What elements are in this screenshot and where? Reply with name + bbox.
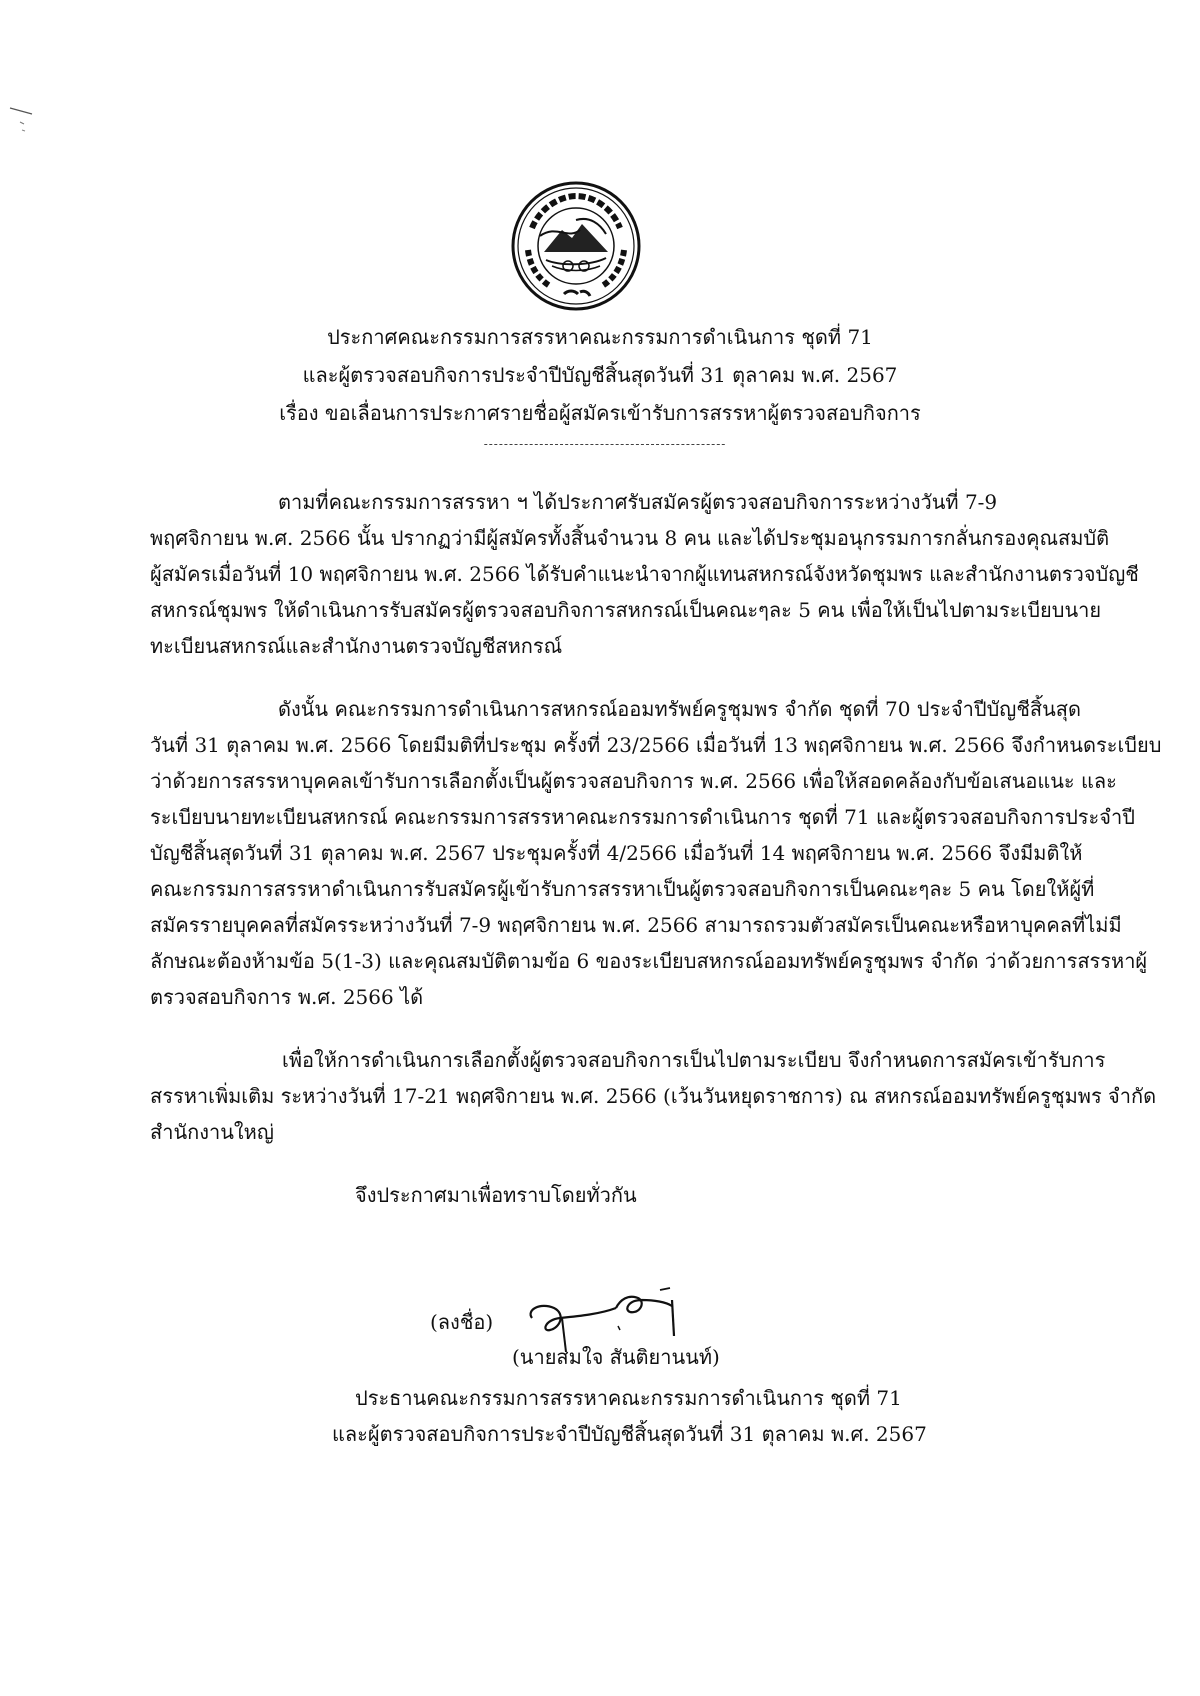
paragraph-1-line-4: สหกรณ์ชุมพร ให้ดำเนินการรับสมัครผู้ตรวจสอบกิจการสหกรณ์เป็นคณะๆละ 5 คน เพื่อให้เป็นไปตามระเบียบนาย	[150, 598, 1102, 622]
paragraph-2-line-2: วันที่ 31 ตุลาคม พ.ศ. 2566 โดยมีมติที่ประชุม ครั้งที่ 23/2566 เมื่อวันที่ 13 พฤศจิกายน พ.ศ. 2566 จึงกำหนดระเบียบ	[150, 733, 1162, 757]
cooperative-seal-icon	[510, 180, 642, 312]
paragraph-1-line-3: ผู้สมัครเมื่อวันที่ 10 พฤศจิกายน พ.ศ. 2566 ได้รับคำแนะนำจากผู้แทนสหกรณ์จังหวัดชุมพร และสำนักงานตรวจบัญชี	[150, 562, 1139, 586]
closing-statement: จึงประกาศมาเพื่อทราบโดยทั่วกัน	[355, 1183, 637, 1207]
paragraph-1-line-5: ทะเบียนสหกรณ์และสำนักงานตรวจบัญชีสหกรณ์	[150, 634, 563, 658]
signatory-title-2: และผู้ตรวจสอบกิจการประจำปีบัญชีสิ้นสุดวันที่ 31 ตุลาคม พ.ศ. 2567	[332, 1422, 927, 1446]
paragraph-2-line-3: ว่าด้วยการสรรหาบุคคลเข้ารับการเลือกตั้งเป็นผู้ตรวจสอบกิจการ พ.ศ. 2566 เพื่อให้สอดคล้องกับข้อเสนอแนะ และ	[150, 769, 1117, 793]
sign-label: (ลงชื่อ)	[430, 1310, 494, 1334]
paragraph-1-line-1: ตามที่คณะกรรมการสรรหา ฯ ได้ประกาศรับสมัครผู้ตรวจสอบกิจการระหว่างวันที่ 7-9	[278, 490, 998, 514]
heading-line-2: และผู้ตรวจสอบกิจการประจำปีบัญชีสิ้นสุดวันที่ 31 ตุลาคม พ.ศ. 2567	[302, 363, 898, 387]
paragraph-2-line-9: ตรวจสอบกิจการ พ.ศ. 2566 ได้	[150, 985, 424, 1009]
heading-line-1: ประกาศคณะกรรมการสรรหาคณะกรรมการดำเนินการ ชุดที่ 71	[327, 325, 873, 349]
paragraph-2-line-1: ดังนั้น คณะกรรมการดำเนินการสหกรณ์ออมทรัพย์ครูชุมพร จำกัด ชุดที่ 70 ประจำปีบัญชีสิ้นสุด	[278, 697, 1081, 721]
signatory-title-1: ประธานคณะกรรมการสรรหาคณะกรรมการดำเนินการ ชุดที่ 71	[355, 1386, 902, 1410]
paragraph-2-line-8: ลักษณะต้องห้ามข้อ 5(1-3) และคุณสมบัติตามข้อ 6 ของระเบียบสหกรณ์ออมทรัพย์ครูชุมพร จำกัด ว่าด้วยการสรรหาผู้	[150, 949, 1148, 973]
paragraph-3-line-1: เพื่อให้การดำเนินการเลือกตั้งผู้ตรวจสอบกิจการเป็นไปตามระเบียบ จึงกำหนดการสมัครเข้ารับการ	[282, 1048, 1106, 1072]
stray-pen-mark	[6, 100, 36, 140]
paragraph-1-line-2: พฤศจิกายน พ.ศ. 2566 นั้น ปรากฏว่ามีผู้สมัครทั้งสิ้นจำนวน 8 คน และได้ประชุมอนุกรรมการกลั่นกรองคุณสมบัติ	[150, 526, 1110, 550]
paragraph-2-line-6: คณะกรรมการสรรหาดำเนินการรับสมัครผู้เข้ารับการสรรหาเป็นผู้ตรวจสอบกิจการเป็นคณะๆละ 5 คน โดยให้ผู้ที่	[150, 877, 1095, 901]
heading-subject: เรื่อง ขอเลื่อนการประกาศรายชื่อผู้สมัครเข้ารับการสรรหาผู้ตรวจสอบกิจการ	[279, 401, 921, 425]
paragraph-2-line-7: สมัครรายบุคคลที่สมัครระหว่างวันที่ 7-9 พฤศจิกายน พ.ศ. 2566 สามารถรวมตัวสมัครเป็นคณะหรือหาบุคคลที่ไม่มี	[150, 913, 1122, 937]
paragraph-2-line-5: บัญชีสิ้นสุดวันที่ 31 ตุลาคม พ.ศ. 2567 ประชุมครั้งที่ 4/2566 เมื่อวันที่ 14 พฤศจิกายน พ.ศ. 2566 จึงมีมติให้	[150, 841, 1083, 865]
paragraph-2-line-4: ระเบียบนายทะเบียนสหกรณ์ คณะกรรมการสรรหาคณะกรรมการดำเนินการ ชุดที่ 71 และผู้ตรวจสอบกิจการประจำปี	[150, 805, 1135, 829]
paragraph-3-line-2: สรรหาเพิ่มเติม ระหว่างวันที่ 17-21 พฤศจิกายน พ.ศ. 2566 (เว้นวันหยุดราชการ) ณ สหกรณ์ออมทรัพย์ครูชุมพร จำกัด	[150, 1084, 1157, 1108]
paragraph-3-line-3: สำนักงานใหญ่	[150, 1120, 274, 1144]
signatory-name: (นายสมใจ สันติยานนท์)	[512, 1345, 720, 1369]
heading-separator: ------------------------------------------------	[483, 437, 727, 451]
